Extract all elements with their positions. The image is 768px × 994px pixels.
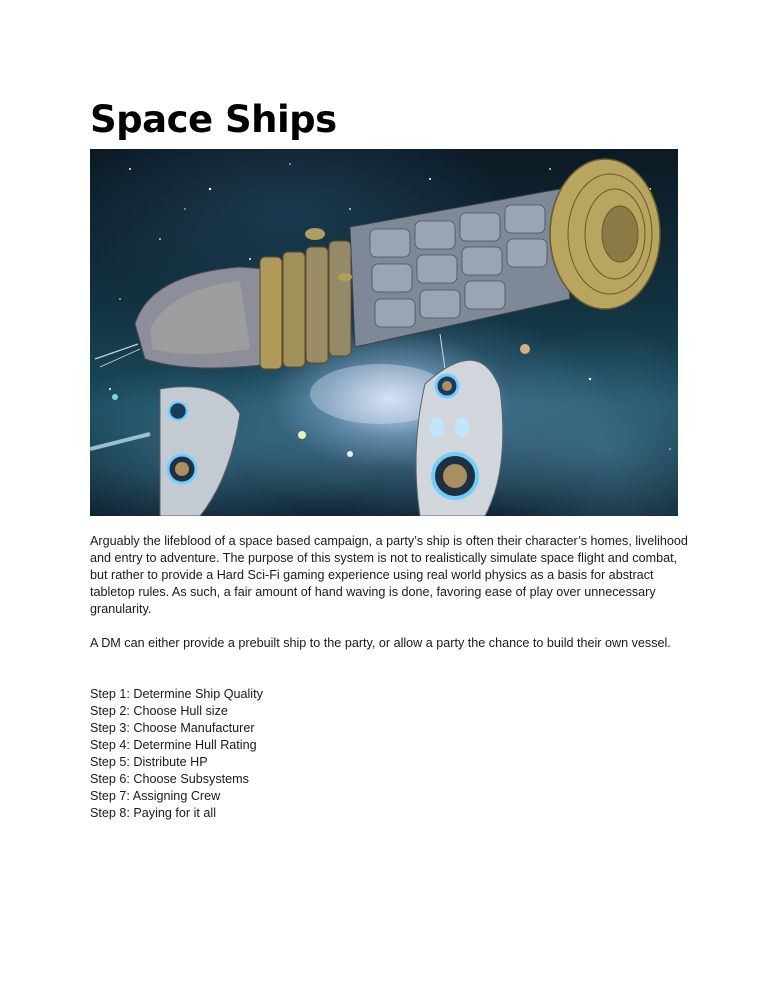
page-title: Space Ships xyxy=(90,98,337,141)
spaceship-illustration-icon xyxy=(90,149,678,516)
step-item: Step 5: Distribute HP xyxy=(90,755,208,769)
step-item: Step 4: Determine Hull Rating xyxy=(90,738,257,752)
step-item: Step 6: Choose Subsystems xyxy=(90,772,249,786)
step-item: Step 1: Determine Ship Quality xyxy=(90,687,263,701)
ship-building-steps-list xyxy=(90,686,263,822)
dm-option-paragraph: A DM can either provide a prebuilt ship to the party, or allow a party the chance to build their own vessel. xyxy=(90,636,671,650)
step-item: Step 8: Paying for it all xyxy=(90,806,217,820)
intro-paragraph: Arguably the lifeblood of a space based campaign, a party’s ship is often their character’s homes, livelihood and entry to adventure. The purpose of this system is not to realistically simulate space flight and combat, but rather to provide a Hard Sci-Fi gaming experience using real world physics as a basis for abstract tabletop rules. As such, a fair amount of hand waving is done, favoring ease of play over unnecessary granularity. xyxy=(90,534,688,616)
step-item: Step 3: Choose Manufacturer xyxy=(90,721,255,735)
step-item: Step 7: Assigning Crew xyxy=(90,789,221,803)
hero-image xyxy=(90,149,678,516)
step-item: Step 2: Choose Hull size xyxy=(90,704,228,718)
